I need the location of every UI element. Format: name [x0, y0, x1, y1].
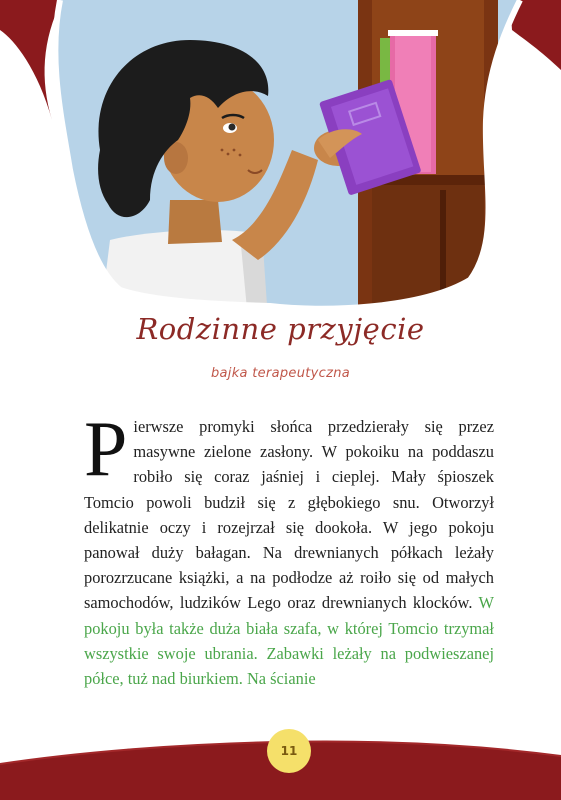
drop-cap: P [84, 405, 128, 492]
story-title: Rodzinne przyjęcie [136, 312, 425, 346]
story-text: ierwsze promyki słońca przedzierały się przez masywne zielone zasłony. W pokoiku na poddaszu robiło się coraz jaśniej i cieplej. Mały śpioszek Tomcio powoli budził się z głębokiego snu. Otworzył delikatnie oczy i rozejrzał się dookoła. W jego pokoju panował duży bałagan. Na drewnianych półkach leżały porozrzucane książki, a na podłodze aż roiło się od małych samochodów, ludzików Lego oraz drewnianych klocków. [84, 417, 494, 613]
story-paragraph [84, 405, 494, 691]
story-highlight-text: W pokoju była także duża biała szafa, w której Tomcio trzymał wszystkie swoje ubrania. Zabawki leżały na podwieszanej półce, tuż nad biurkiem. Na ścianie [84, 593, 494, 689]
boy-with-book-illustration [0, 0, 561, 320]
page-number-badge: 11 [267, 729, 311, 773]
story-subtitle: bajka terapeutyczna [210, 366, 351, 381]
